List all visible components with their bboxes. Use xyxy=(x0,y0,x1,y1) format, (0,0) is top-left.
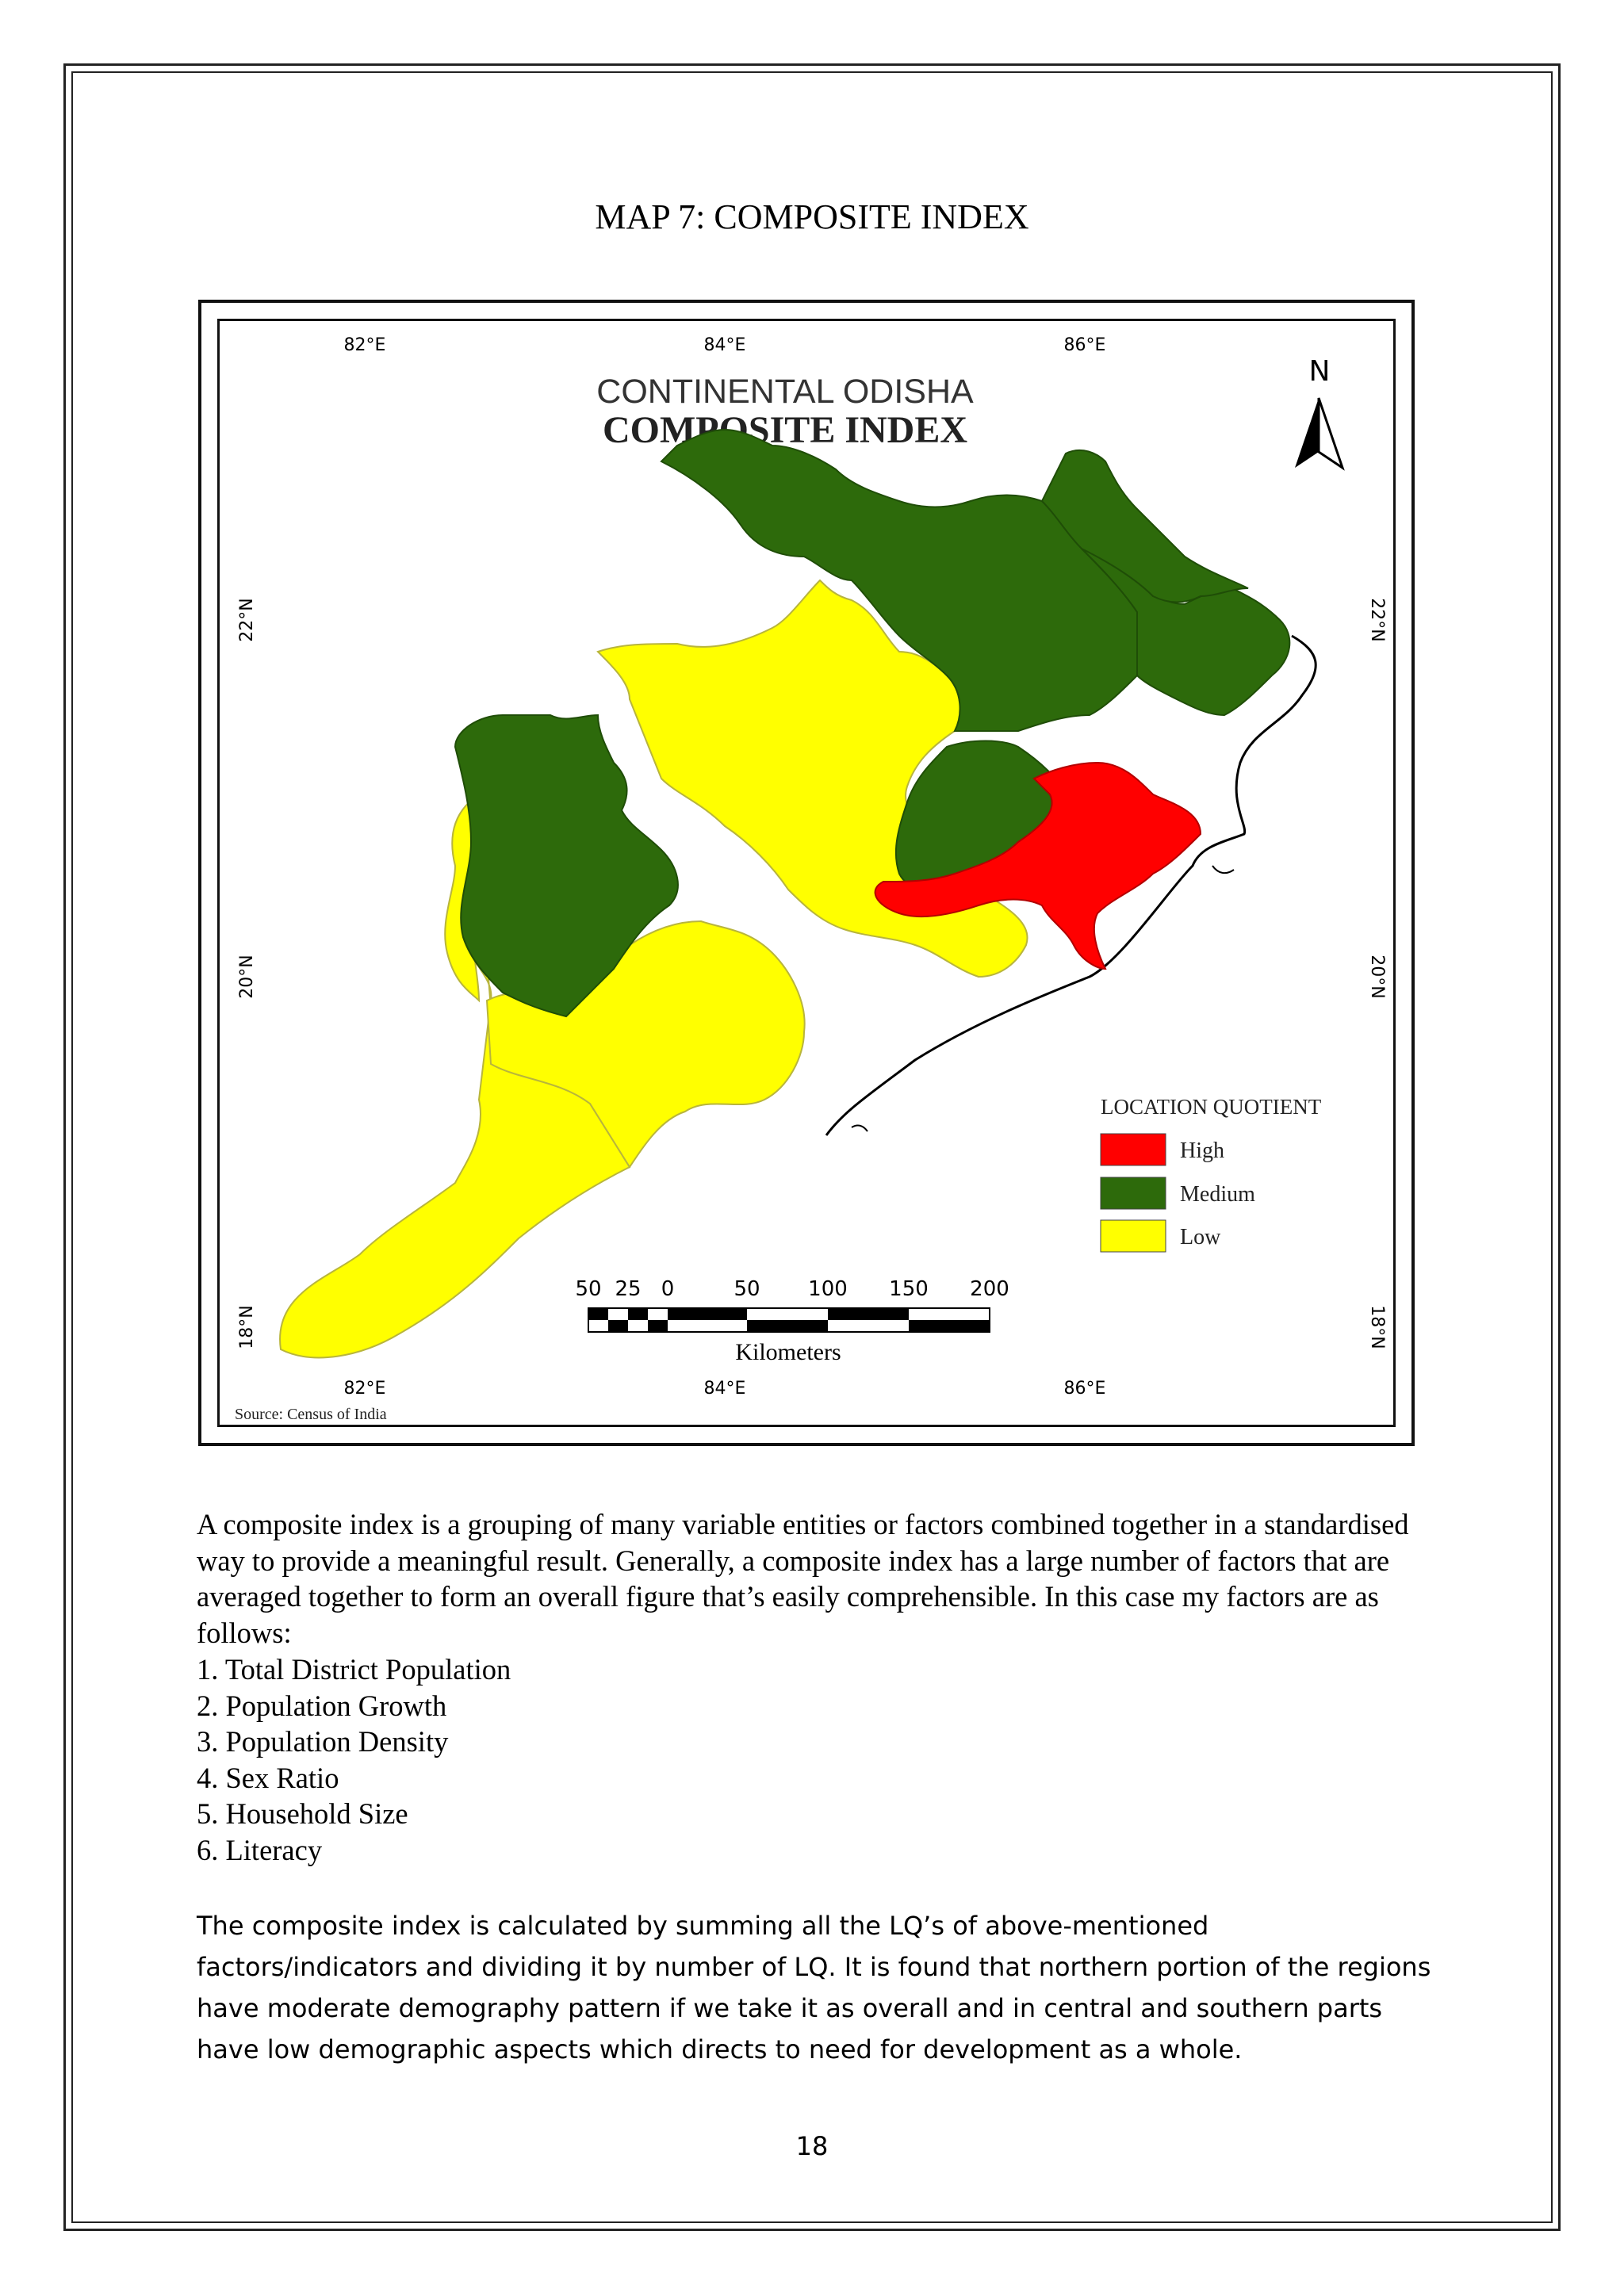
legend-swatch-low xyxy=(1101,1220,1166,1252)
list-item: 1. Total District Population xyxy=(197,1653,511,1686)
scale-bar xyxy=(575,1277,1009,1365)
map-title-index: COMPOSITE INDEX xyxy=(602,409,968,451)
list-item: 5. Household Size xyxy=(197,1797,408,1830)
latitude-label-left-22: 22°N xyxy=(237,598,257,642)
north-label: N xyxy=(1308,355,1331,388)
map-source: Source: Census of India xyxy=(235,1406,387,1423)
scale-tick-50-left: 50 xyxy=(575,1277,602,1301)
latitude-label-left-18: 18°N xyxy=(237,1305,257,1349)
longitude-label-bottom-86: 86°E xyxy=(1063,1379,1106,1399)
north-arrow-icon xyxy=(1295,355,1342,468)
latitude-label-left-20: 20°N xyxy=(237,955,257,999)
scale-tick-100: 100 xyxy=(808,1277,848,1301)
scale-tick-0: 0 xyxy=(661,1277,675,1301)
list-item: 2. Population Growth xyxy=(197,1689,447,1722)
latitude-label-right-20: 20°N xyxy=(1367,955,1387,999)
scale-tick-25: 25 xyxy=(615,1277,642,1301)
closing-paragraph: The composite index is calculated by summing all the LQ’s of above-mentioned factors/indicators and dividing it by number of LQ. It is found that northern portion of the regions have moderate demography pattern if we take it as overall and in central and southern parts have low demographic aspects which directs to need for development as a whole. xyxy=(197,1911,1431,2064)
page-heading: MAP 7: COMPOSITE INDEX xyxy=(595,197,1029,236)
list-item: 4. Sex Ratio xyxy=(197,1761,339,1794)
legend-label-high: High xyxy=(1180,1138,1224,1163)
districts-low xyxy=(280,580,1028,1357)
legend-label-low: Low xyxy=(1180,1225,1221,1249)
longitude-label-top-84: 84°E xyxy=(703,335,746,355)
map-title-region: CONTINENTAL ODISHA xyxy=(596,373,974,411)
latitude-label-right-22: 22°N xyxy=(1367,598,1387,642)
intro-paragraph xyxy=(197,1506,1434,1651)
scale-tick-150: 150 xyxy=(889,1277,929,1301)
longitude-label-bottom-82: 82°E xyxy=(343,1379,386,1399)
legend-title: LOCATION QUOTIENT xyxy=(1101,1095,1322,1119)
scale-tick-200: 200 xyxy=(970,1277,1009,1301)
legend xyxy=(1101,1095,1322,1252)
legend-swatch-medium xyxy=(1101,1177,1166,1209)
list-item: 6. Literacy xyxy=(197,1833,323,1866)
list-item: 3. Population Density xyxy=(197,1725,449,1758)
map-figure xyxy=(217,319,1396,1427)
intro-paragraph-text: A composite index is a grouping of many variable entities or factors combined together in a standardised way to provide a meaningful result. Generally, a composite index has a large number of factors that are averaged together to form an overall figure that’s easily comprehensible. In this case my factors are as follows: xyxy=(197,1508,1409,1649)
longitude-label-top-86: 86°E xyxy=(1063,335,1106,355)
scale-unit: Kilometers xyxy=(735,1339,841,1365)
scale-tick-50: 50 xyxy=(733,1277,760,1301)
factor-list xyxy=(197,1651,511,1868)
legend-swatch-high xyxy=(1101,1134,1166,1165)
legend-label-medium: Medium xyxy=(1180,1182,1255,1207)
longitude-label-bottom-84: 84°E xyxy=(703,1379,746,1399)
page-number: 18 xyxy=(795,2131,829,2161)
longitude-label-top-82: 82°E xyxy=(343,335,386,355)
latitude-label-right-18: 18°N xyxy=(1367,1305,1387,1349)
